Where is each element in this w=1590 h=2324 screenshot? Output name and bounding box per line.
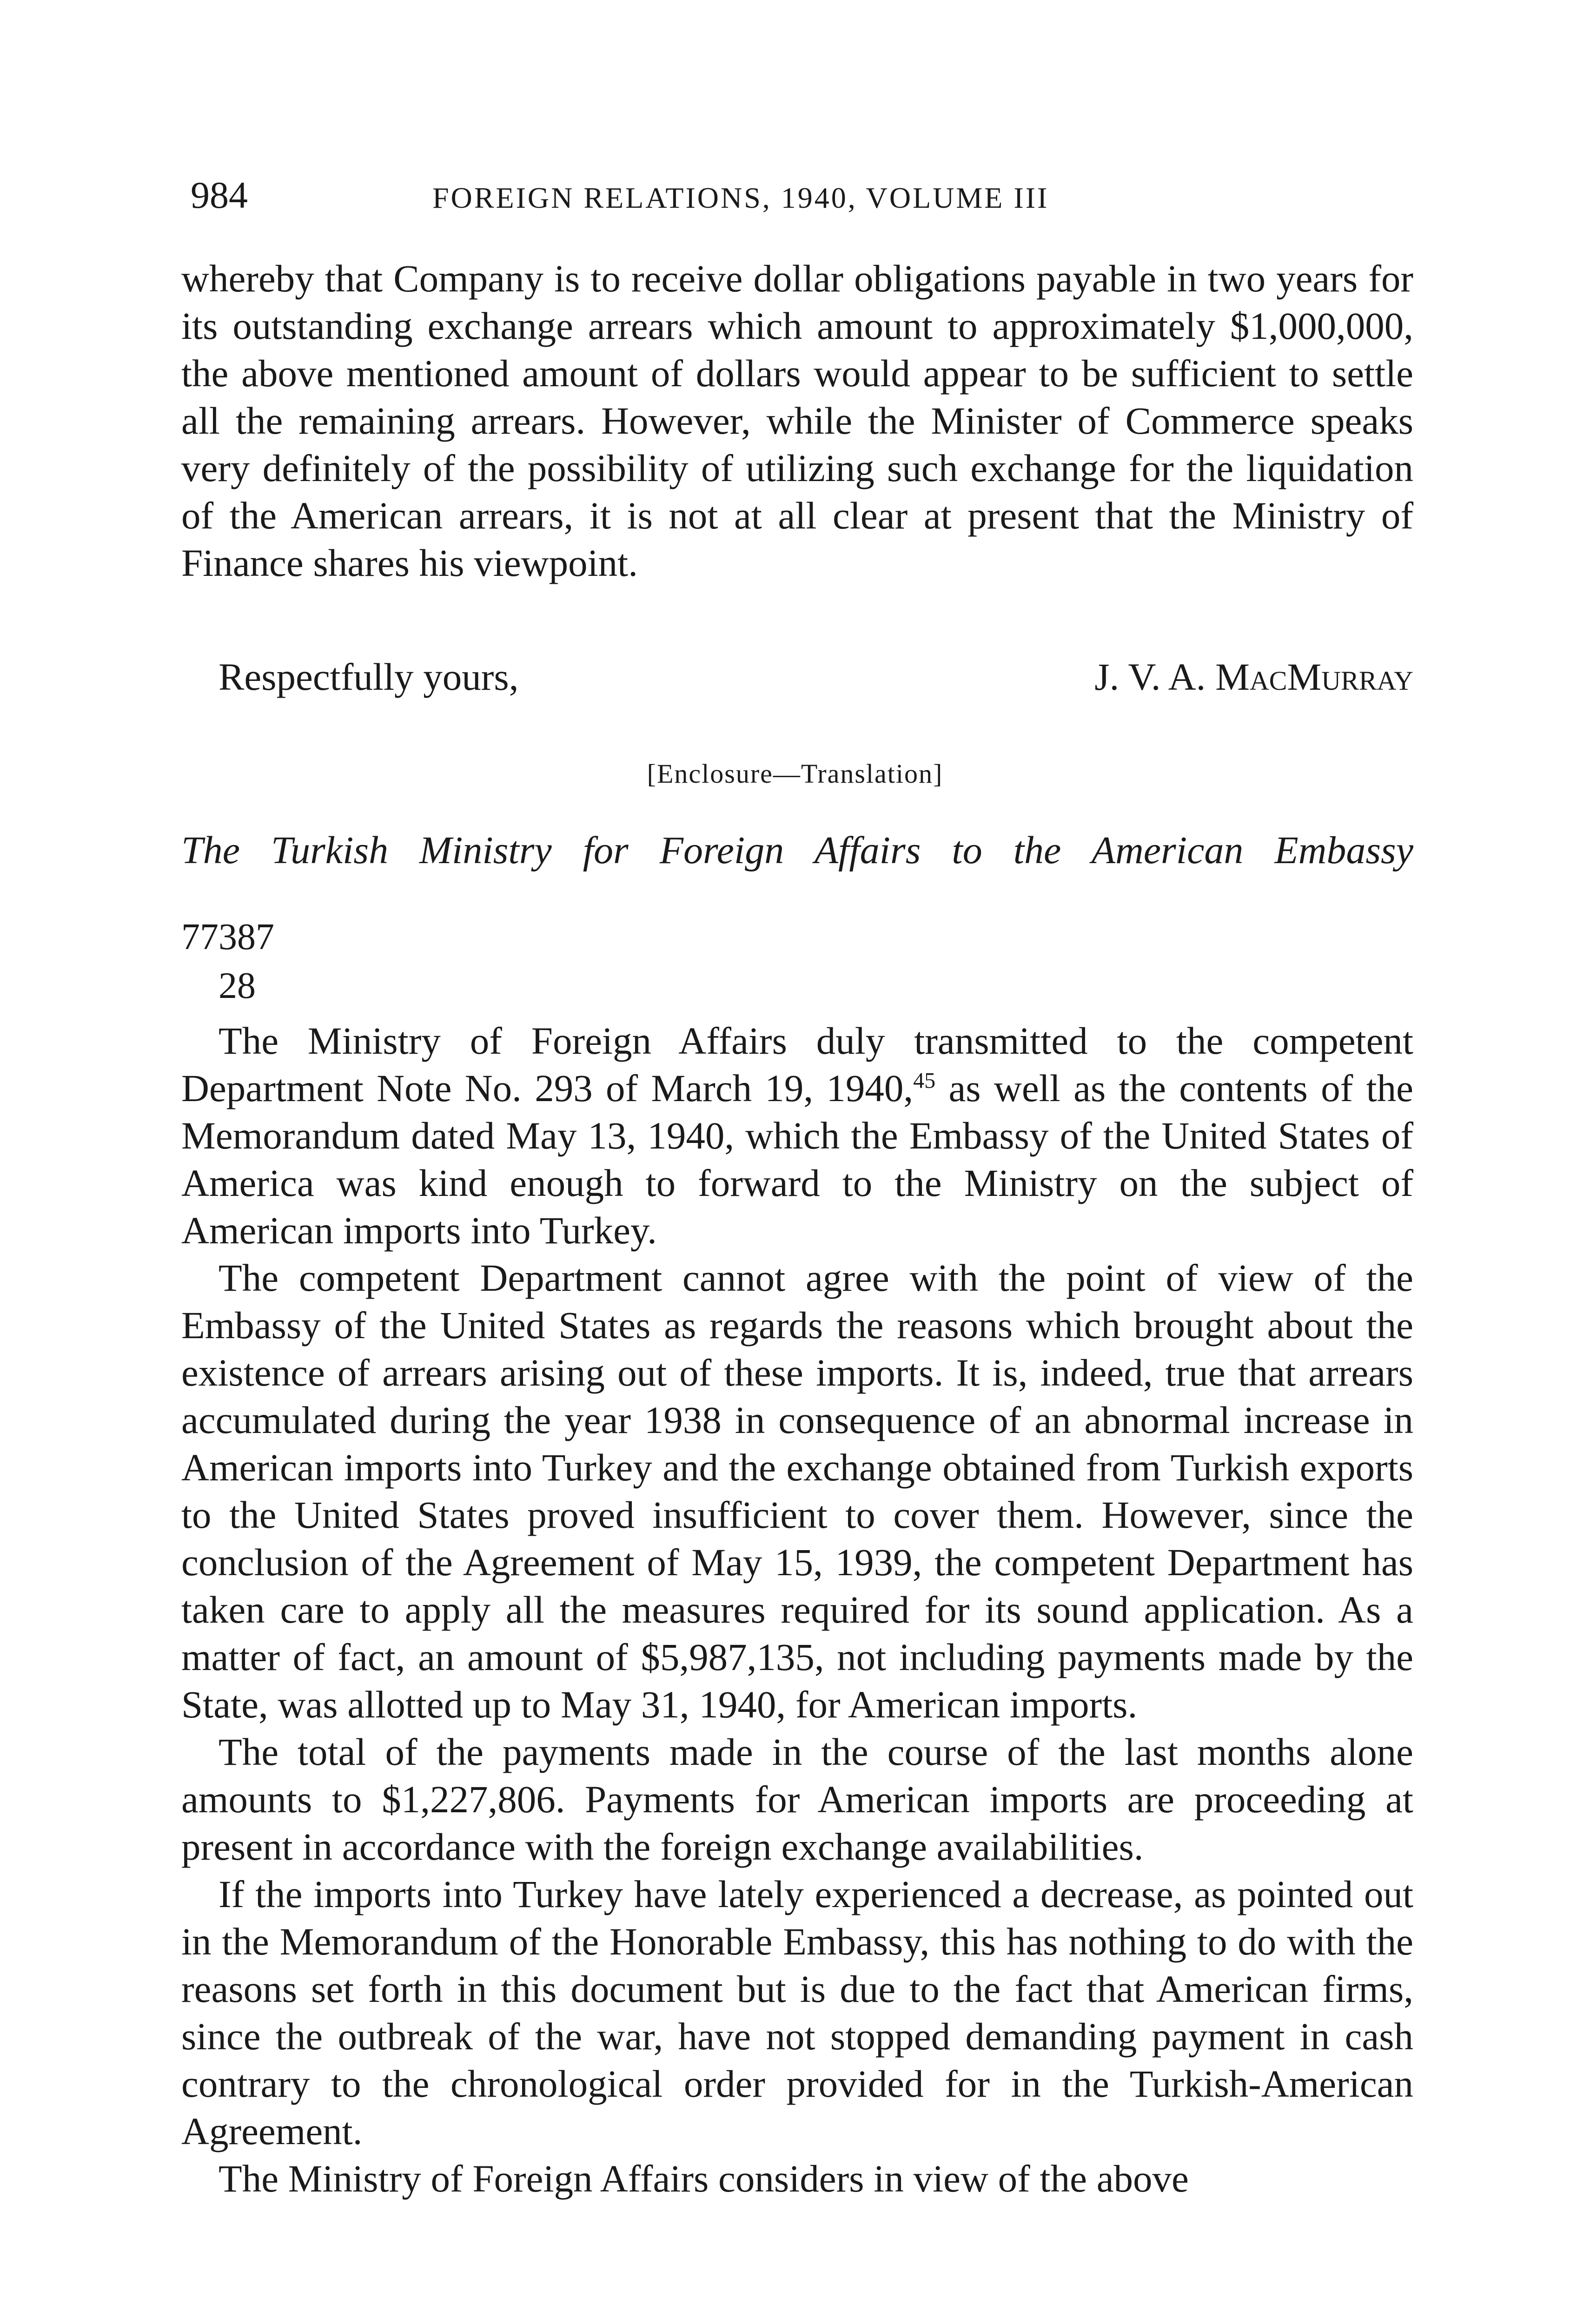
enclosure-body: [181, 1017, 1413, 2202]
running-head: FOREIGN RELATIONS, 1940, VOLUME III: [432, 181, 1049, 214]
paragraph-text: as well as the contents of the Memorandum dated May 13, 1940, which the Embassy of the United States of America was kind enough to forward to the Ministry on the subject of American imports into Turkey.: [181, 1067, 1413, 1252]
enclosure-paragraph-4: If the imports into Turkey have lately experienced a decrease, as pointed out in the Memorandum of the Honorable Embassy, this has nothing to do with the reasons set forth in this document but is due to the fact that American firms, since the outbreak of the war, have not stopped demanding payment in cash contrary to the chronological order provided for in the Turkish-American Agreement.: [181, 1873, 1413, 2152]
enclosure-title: The Turkish Ministry for Foreign Affairs to the American Embassy: [181, 829, 1413, 872]
page-number: 984: [191, 174, 248, 216]
enclosure-paragraph-2: The competent Department cannot agree with the point of view of the Embassy of the United States as regards the reasons which brought about the existence of arrears arising out of these imports. It is, indeed, true that arrears accumulated during the year 1938 in consequence of an abnormal increase in American imports into Turkey and the exchange obtained from Turkish exports to the United States proved insufficient to cover them. However, since the conclusion of the Agreement of May 15, 1939, the competent Department has taken care to apply all the measures required for its sound application. As a matter of fact, an amount of $5,987,135, not including payments made by the State, was allotted up to May 31, 1940, for American imports.: [181, 1256, 1413, 1726]
letter-body: [181, 255, 1413, 587]
enclosure-paragraph-5: The Ministry of Foreign Affairs considers in view of the above: [219, 2157, 1189, 2200]
letter-signature: J. V. A. MacMurray: [1094, 655, 1413, 698]
reference-number: 77387: [181, 917, 274, 957]
letter-signoff: [219, 653, 1413, 704]
letter-closing: Respectfully yours,: [219, 655, 519, 698]
footnote-reference: 45: [913, 1068, 936, 1093]
enclosure-label: [Enclosure—Translation]: [647, 759, 943, 789]
paragraph-text: The Ministry of Foreign Affairs duly transmitted to the competent Department Note No. 293 of March 19, 1940,: [181, 1019, 1413, 1109]
page-header: [191, 170, 1409, 221]
enclosure-paragraph-3: The total of the payments made in the course of the last months alone amounts to $1,227,806. Payments for American imports are proceeding at present in accordance with the foreign exchange availabilities.: [181, 1730, 1413, 1868]
letter-paragraph: whereby that Company is to receive dollar obligations payable in two years for its outstanding exchange arrears which amount to approximately $1,000,000, the above mentioned amount of dollars would appear to be sufficient to settle all the remaining arrears. However, while the Minister of Commerce speaks very definitely of the possibility of utilizing such exchange for the liquidation of the American arrears, it is not at all clear at present that the Ministry of Finance shares his viewpoint.: [181, 257, 1413, 584]
enclosure-paragraph-1: [181, 1017, 1413, 1254]
reference-sub-number: 28: [219, 965, 256, 1006]
